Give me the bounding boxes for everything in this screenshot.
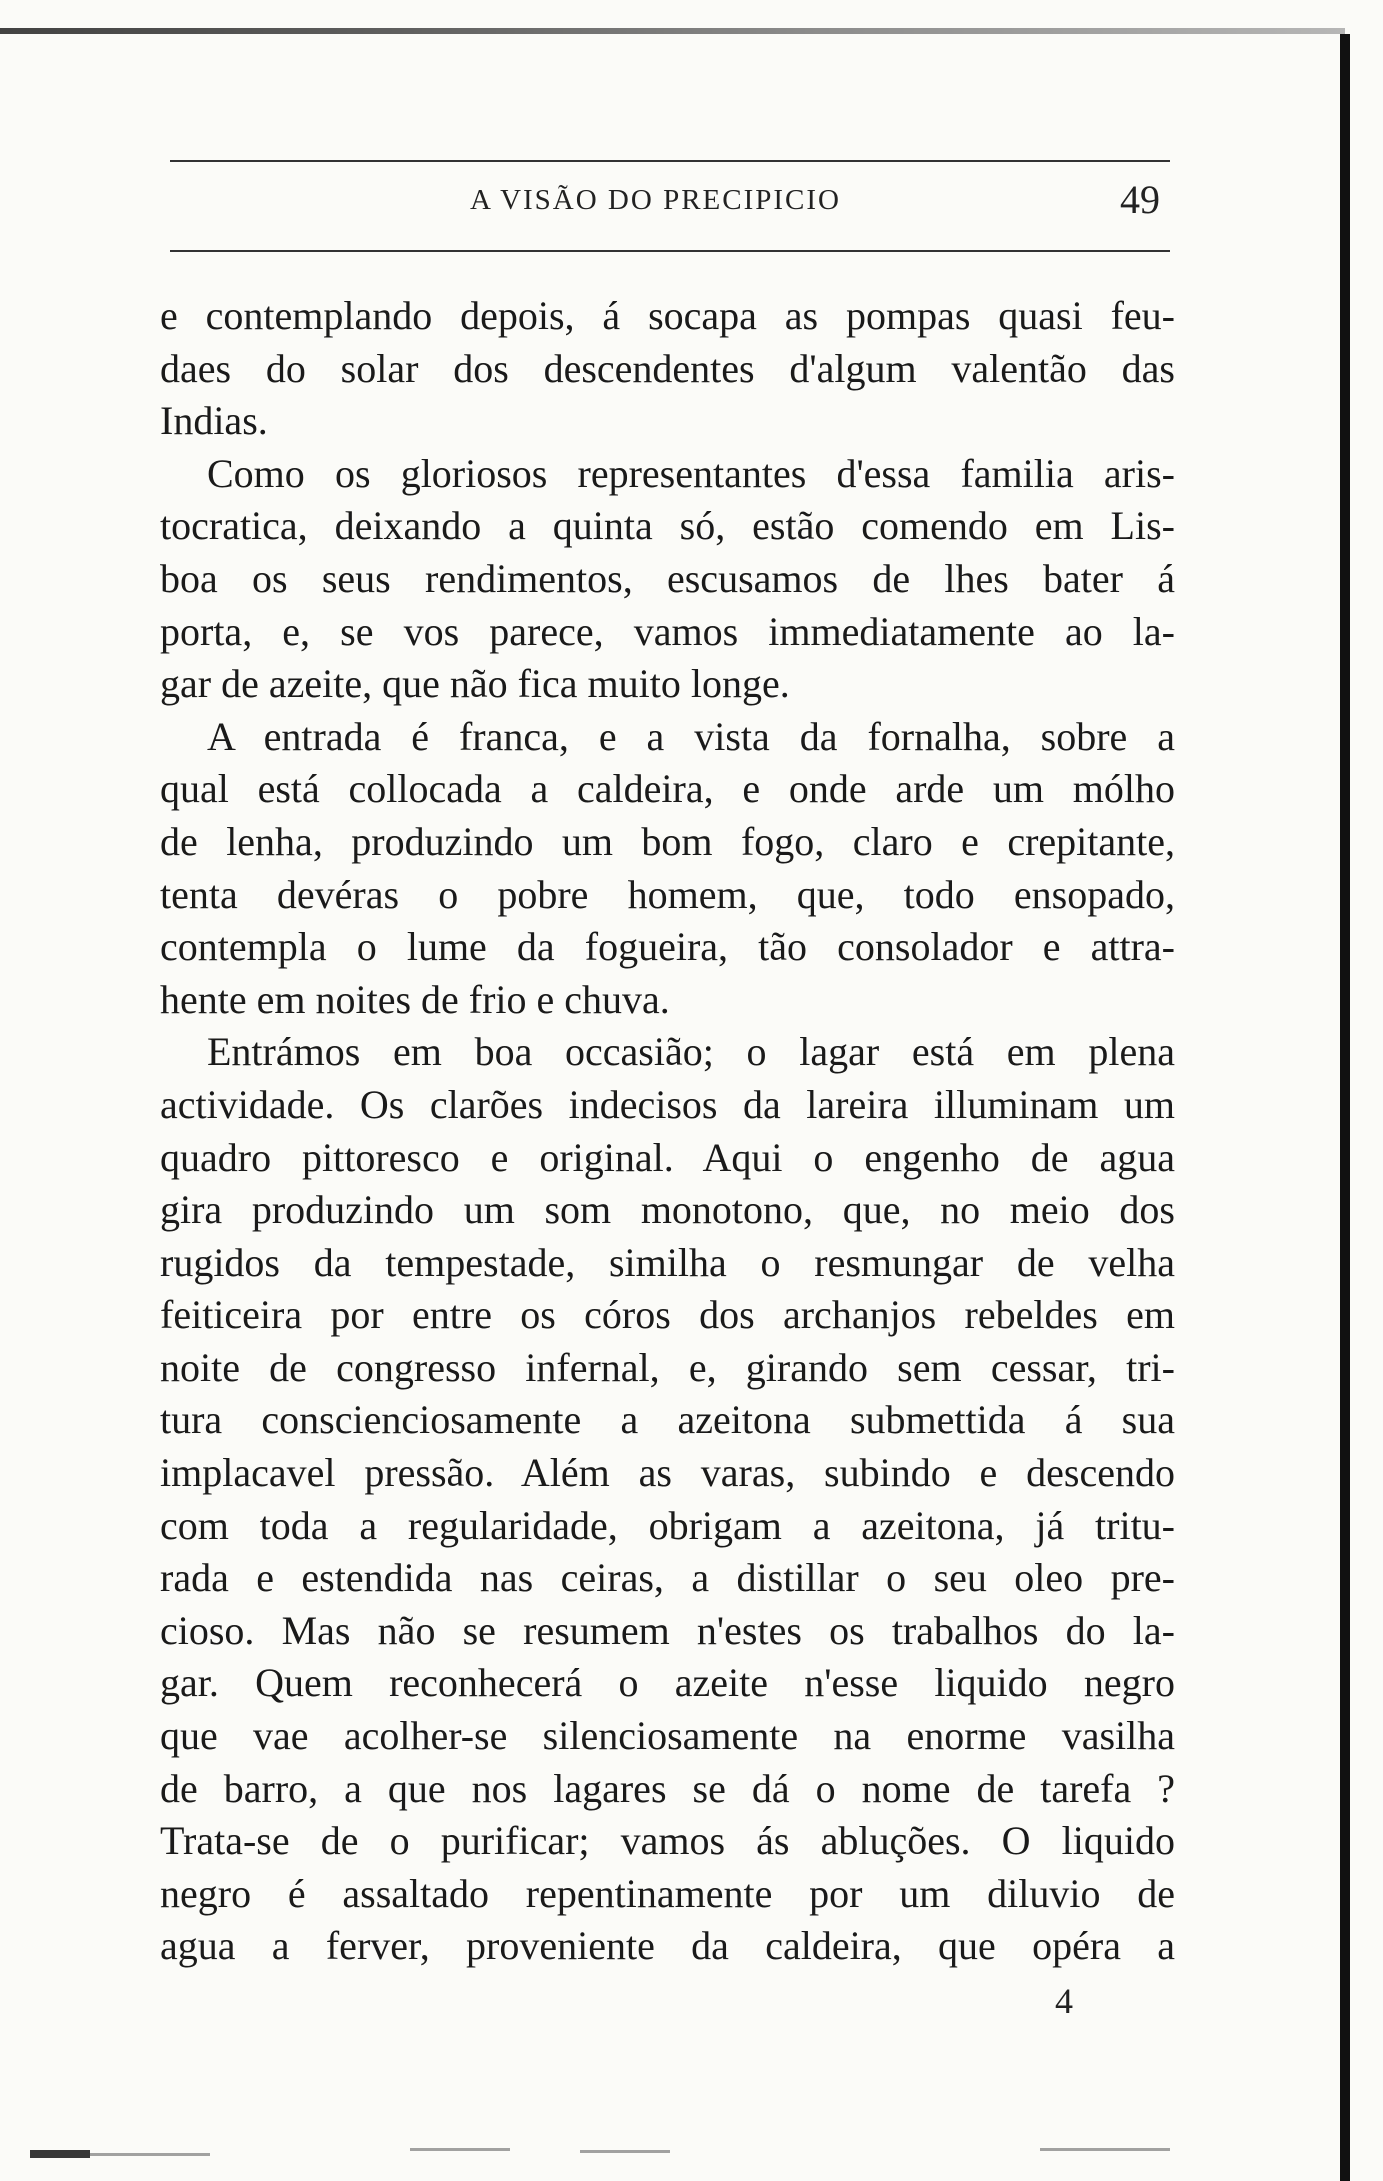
page-number: 49 <box>1120 177 1160 222</box>
text-line: implacavel pressão. Além as varas, subindo e descendo <box>160 1450 1175 1496</box>
text-line: cioso. Mas não se resumem n'estes os trabalhos do la- <box>160 1607 1175 1653</box>
text-line: e contemplando depois, á socapa as pompas quasi feu- <box>160 293 1175 338</box>
text-line: daes do solar dos descendentes d'algum valentão das <box>160 345 1175 391</box>
text-line: gar. Quem reconhecerá o azeite n'esse liquido negro <box>160 1660 1175 1706</box>
scan-right-edge <box>1340 34 1350 2181</box>
text-line: boa os seus rendimentos, escusamos de lhes bater á <box>160 555 1175 601</box>
text-line: actividade. Os clarões indecisos da lareira illuminam um <box>160 1081 1175 1127</box>
text-line: negro é assaltado repentinamente por um diluvio de <box>160 1870 1175 1916</box>
text-line: gira produzindo um som monotono, que, no meio dos <box>160 1187 1175 1233</box>
text-line: contempla o lume da fogueira, tão consolador e attra- <box>160 924 1175 970</box>
header-rule-bottom <box>170 250 1170 252</box>
text-line: tenta devéras o pobre homem, que, todo ensopado, <box>160 871 1175 917</box>
text-line: que vae acolher-se silenciosamente na enorme vasilha <box>160 1713 1175 1759</box>
text-line: porta, e, se vos parece, vamos immediatamente ao la- <box>160 608 1175 654</box>
text-line: de barro, a que nos lagares se dá o nome de tarefa ? <box>160 1765 1175 1811</box>
scan-top-edge <box>0 28 1345 34</box>
text-line: Indias. <box>160 398 268 444</box>
scan-artifact <box>1040 2148 1170 2151</box>
text-line: Entrámos em boa occasião; o lagar está em plena <box>207 1029 1175 1075</box>
text-line: rada e estendida nas ceiras, a distillar o seu oleo pre- <box>160 1555 1175 1601</box>
text-line: feiticeira por entre os córos dos archanjos rebeldes em <box>160 1292 1175 1338</box>
signature-mark: 4 <box>1055 1981 1073 2021</box>
scan-artifact <box>410 2148 510 2151</box>
text-line: Trata-se de o purificar; vamos ás abluções. O liquido <box>160 1818 1175 1864</box>
text-line: gar de azeite, que não fica muito longe. <box>160 661 790 707</box>
text-line: quadro pittoresco e original. Aqui o engenho de agua <box>160 1134 1175 1180</box>
text-line: com toda a regularidade, obrigam a azeitona, já tritu- <box>160 1502 1175 1548</box>
text-line: agua a ferver, proveniente da caldeira, que opéra a <box>160 1923 1175 1969</box>
text-line: tura conscienciosamente a azeitona submettida á sua <box>160 1397 1175 1443</box>
text-line: A entrada é franca, e a vista da fornalha, sobre a <box>207 713 1175 759</box>
text-line: hente em noites de frio e chuva. <box>160 976 670 1022</box>
text-line: tocratica, deixando a quinta só, estão comendo em Lis- <box>160 503 1175 549</box>
scan-artifact <box>580 2150 670 2153</box>
header-rule-top <box>170 160 1170 162</box>
text-line: Como os gloriosos representantes d'essa familia aris- <box>207 450 1175 496</box>
text-line: qual está collocada a caldeira, e onde arde um mólho <box>160 766 1175 812</box>
text-line: rugidos da tempestade, similha o resmungar de velha <box>160 1239 1175 1285</box>
body-text <box>160 290 1175 1973</box>
text-line: noite de congresso infernal, e, girando sem cessar, tri- <box>160 1344 1175 1390</box>
running-head: A VISÃO DO PRECIPICIO <box>470 184 841 216</box>
text-line: de lenha, produzindo um bom fogo, claro e crepitante, <box>160 818 1175 864</box>
scan-artifact <box>30 2150 90 2158</box>
scan-artifact <box>90 2153 210 2156</box>
